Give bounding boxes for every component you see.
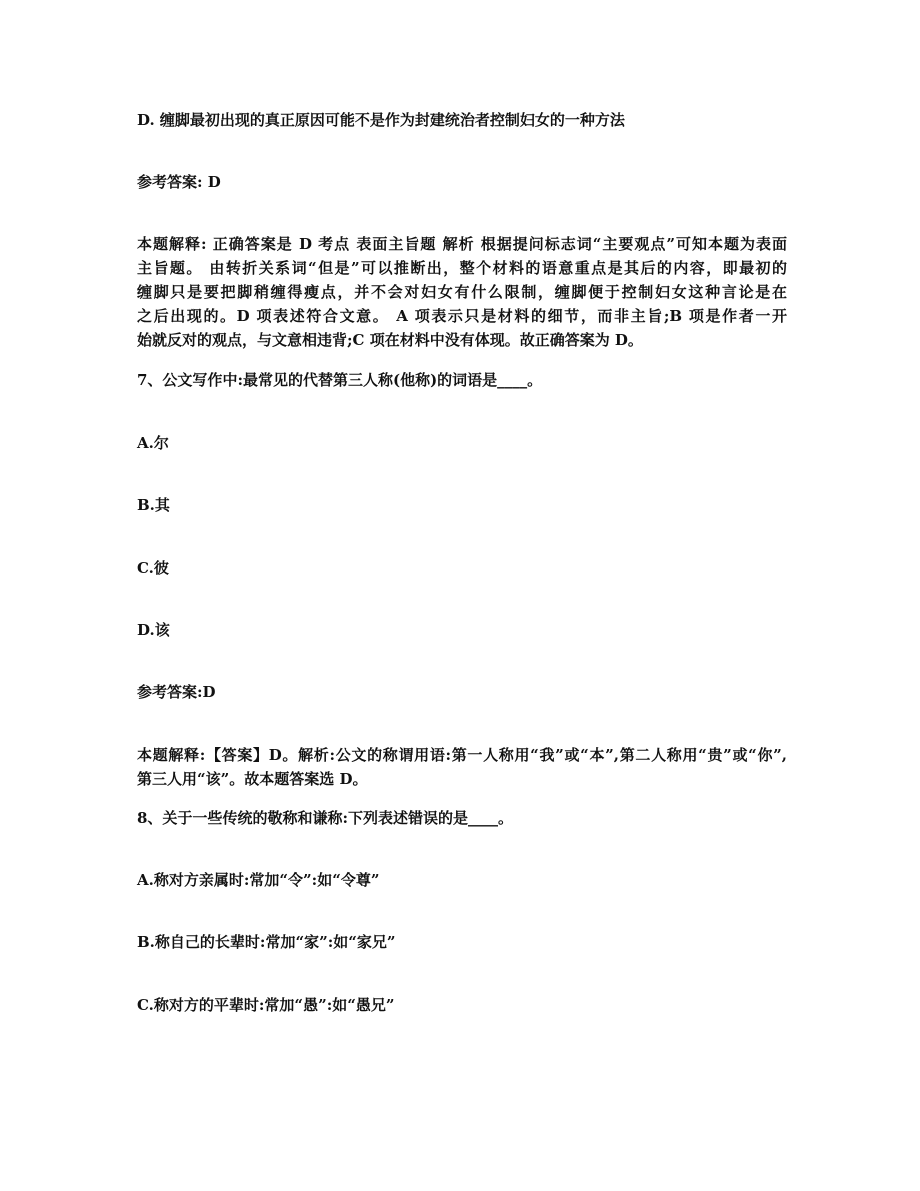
q7-option-a: A.尔 [137,434,169,452]
q6-explanation-line-2: 主旨题。 由转折关系词“但是”可以推断出，整个材料的语意重点是其后的内容，即最初的 [137,259,787,277]
q7-option-d: D.该 [137,621,170,639]
q7-answer: 参考答案:D [137,683,216,701]
q6-option-d: D. 缠脚最初出现的真正原因可能不是作为封建统治者控制妇女的一种方法 [137,111,625,129]
q7-option-c: C.彼 [137,559,169,577]
q8-option-b: B.称自己的长辈时:常加“家”:如“家兄” [137,933,396,951]
q7-explanation-line-2: 第三人用“该”。故本题答案选 D。 [137,770,368,788]
q8-option-c: C.称对方的平辈时:常加“愚”:如“愚兄” [137,996,395,1014]
q6-explanation-line-3: 缠脚只是要把脚稍缠得瘦点，并不会对妇女有什么限制，缠脚便于控制妇女这种言论是在 [137,283,787,301]
q8-option-a: A.称对方亲属时:常加“令”:如“令尊” [137,871,380,889]
q7-explanation [137,743,787,791]
q6-explanation [137,232,787,352]
q7-explanation-line-1: 本题解释:【答案】D。解析:公文的称谓用语:第一人称用“我”或“本”,第二人称用“贵”或“你”, [137,746,787,764]
q6-answer: 参考答案: D [137,173,221,191]
q7-question: 7、公文写作中:最常见的代替第三人称(他称)的词语是____。 [137,371,543,389]
q7-option-b: B.其 [137,496,170,514]
q6-explanation-line-5: 始就反对的观点，与文意相违背;C 项在材料中没有体现。故正确答案为 D。 [137,331,643,349]
q6-explanation-line-4: 之后出现的。D 项表述符合文意。 A 项表示只是材料的细节，而非主旨;B 项是作者一开 [137,307,787,325]
q8-question: 8、关于一些传统的敬称和谦称:下列表述错误的是____。 [137,809,513,827]
q6-explanation-line-1: 本题解释: 正确答案是 D 考点 表面主旨题 解析 根据提问标志词“主要观点”可知本题为表面 [137,235,787,253]
